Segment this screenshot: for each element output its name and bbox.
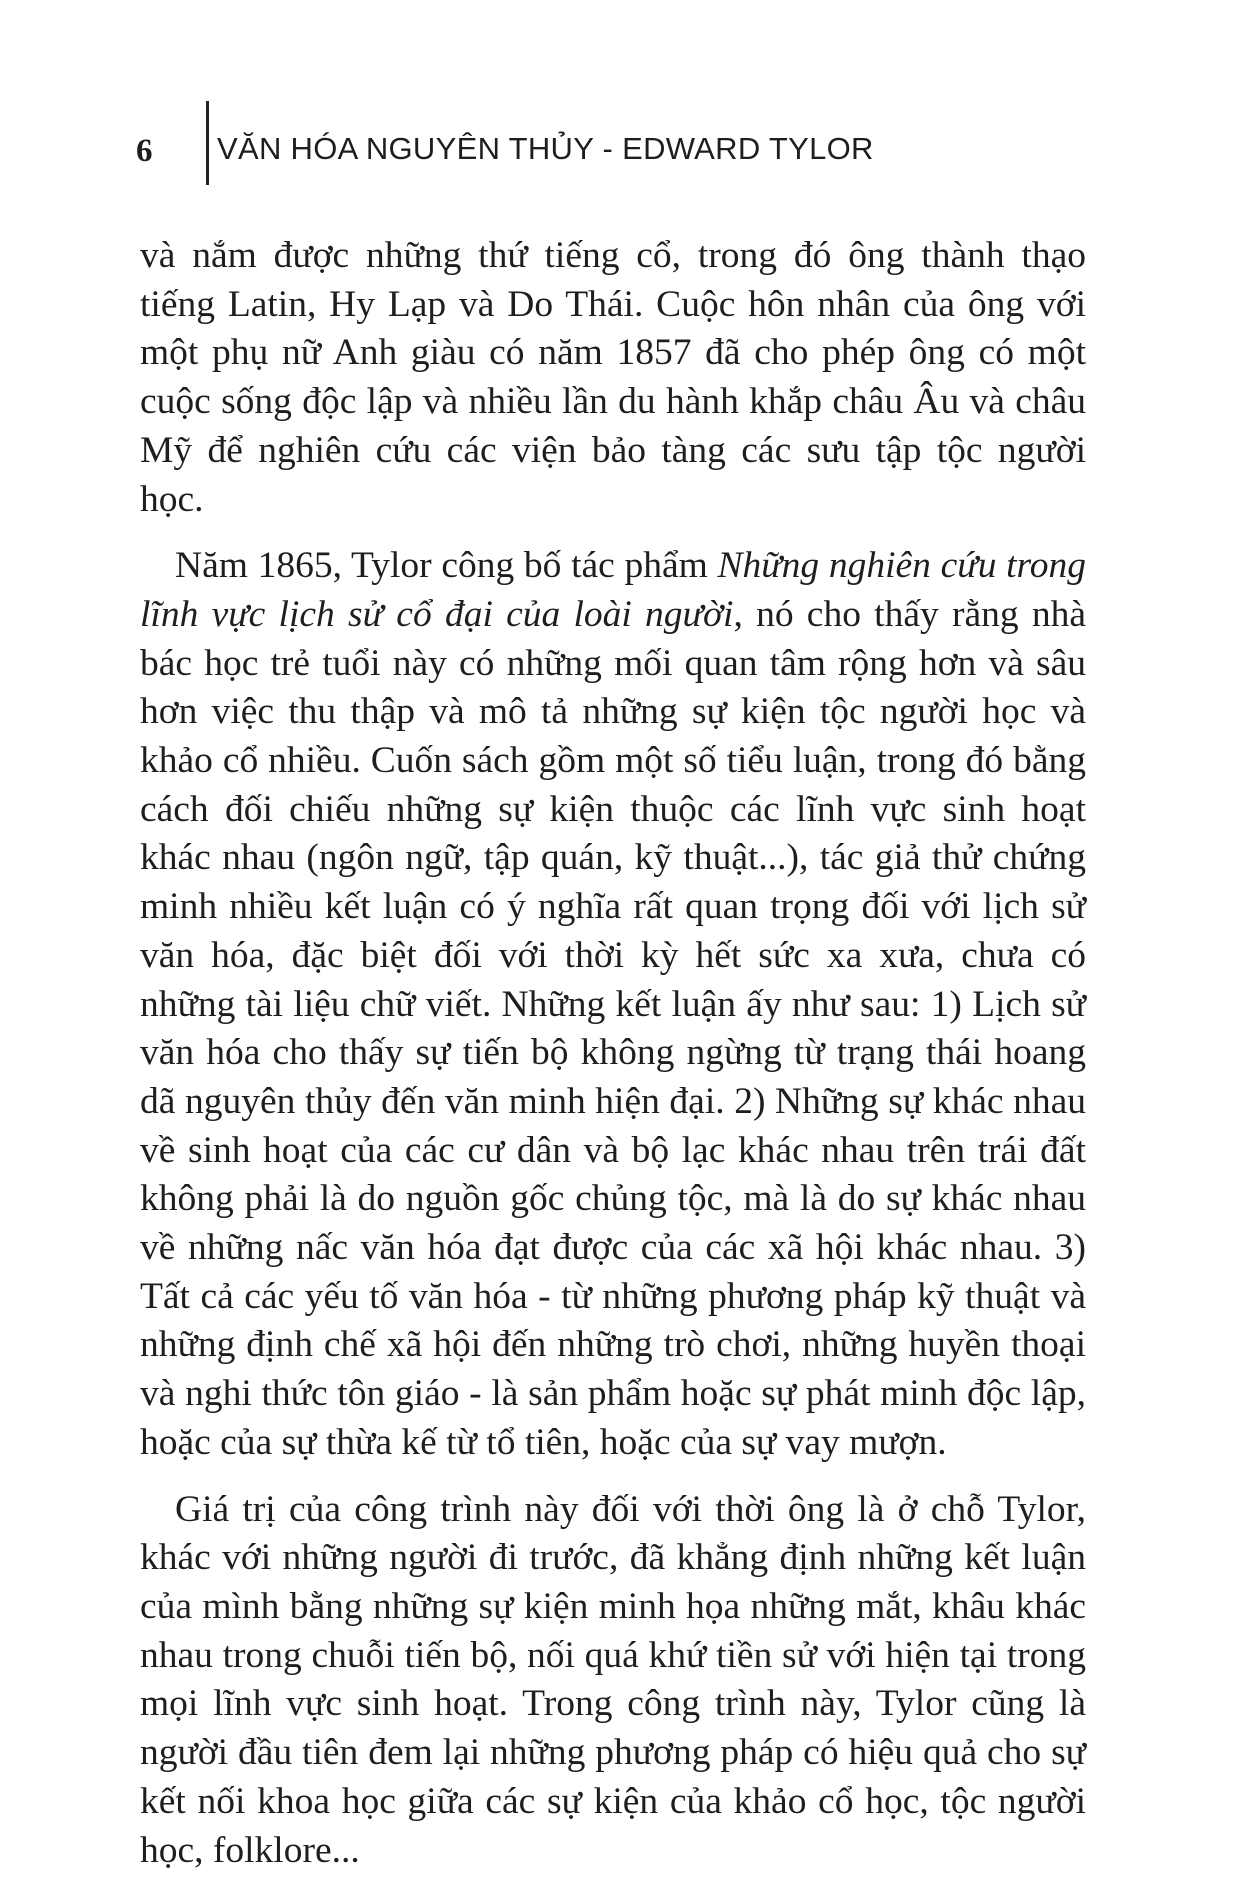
work-title-italic: Những nghiên cứu trong lĩnh vực lịch sử cổ đại của loài người [140,545,1087,635]
paragraph-2-rest: , nó cho thấy rằng nhà bác học trẻ tuổi này có những mối quan tâm rộng hơn và sâu hơn việc thu thập và mô tả những sự kiện tộc người học và khảo cổ nhiều. Cuốn sách gồm một số tiểu luận, trong đó bằng cách đối chiếu những sự kiện thuộc các lĩnh vực sinh hoạt khác nhau (ngôn ngữ, tập quán, kỹ thuật...), tác giả thử chứng minh nhiều kết luận có ý nghĩa rất quan trọng đối với lịch sử văn hóa, đặc biệt đối với thời kỳ hết sức xa xưa, chưa có những tài liệu chữ viết. Những kết luận ấy như sau: 1) Lịch sử văn hóa cho thấy sự tiến bộ không ngừng từ trạng thái hoang dã nguyên thủy đến văn minh hiện đại. 2) Những sự khác nhau về sinh hoạt của các cư dân và bộ lạc khác nhau trên trái đất không phải là do nguồn gốc chủng tộc, mà là do sự khác nhau về những nấc văn hóa đạt được của các xã hội khác nhau. 3) Tất cả các yếu tố văn hóa - từ những phương pháp kỹ thuật và những định chế xã hội đến những trò chơi, những huyền thoại và nghi thức tôn giáo - là sản phẩm hoặc sự phát minh độc lập, hoặc của sự thừa kế từ tổ tiên, hoặc của sự vay mượn. [140,593,1087,1463]
paragraph-2-lead: Năm 1865, Tylor công bố tác phẩm [175,545,718,587]
page-number: 6 [136,132,153,169]
body-text [140,232,1086,1893]
paragraph-1: và nắm được những thứ tiếng cổ, trong đó ông thành thạo tiếng Latin, Hy Lạp và Do Thái. Cuộc hôn nhân của ông với một phụ nữ Anh giàu có năm 1857 đã cho phép ông có một cuộc sống độc lập và nhiều lần du hành khắp châu Âu và châu Mỹ để nghiên cứu các viện bảo tàng các sưu tập tộc người học. [140,235,1086,520]
header-divider [206,101,209,185]
book-title: VĂN HÓA NGUYÊN THỦY - EDWARD TYLOR [217,131,874,166]
paragraph-2 [140,542,1086,1467]
paragraph-3: Giá trị của công trình này đối với thời ông là ở chỗ Tylor, khác với những người đi trước, đã khẳng định những kết luận của mình bằng những sự kiện minh họa những mắt, khâu khác nhau trong chuỗi tiến bộ, nối quá khứ tiền sử với hiện tại trong mọi lĩnh vực sinh hoạt. Trong công trình này, Tylor cũng là người đầu tiên đem lại những phương pháp có hiệu quả cho sự kết nối khoa học giữa các sự kiện của khảo cổ học, tộc người học, folklore... [140,1488,1086,1871]
running-head [136,116,874,172]
